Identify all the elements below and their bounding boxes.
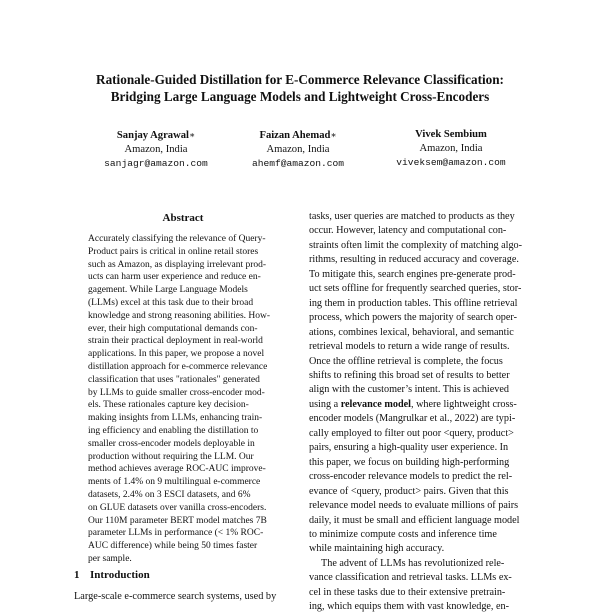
paper-title [40,71,560,105]
text-line: ing them in production tables. This offline retrieval [309,297,518,309]
abstract-heading: Abstract [162,212,204,224]
text-line: rithms, resulting in reduced accuracy and coverage. [309,254,519,266]
abstract-body [88,233,280,566]
text-line: relevance model needs to evaluate millions of pairs [309,500,519,512]
author-affiliation: Amazon, India [419,143,483,154]
author-name: Sanjay Agrawal [116,130,189,141]
text-line: cross-encoder relevance models to predict the rel- [309,471,513,483]
text-line: strain their practical deployment in real-world [88,336,263,347]
text-line: AUC difference) while being 50 times faster [88,541,258,552]
equal-contribution-mark: ∗ [188,130,196,140]
text-line: smaller cross-encoder models deployable in [88,438,255,449]
text-line: while maintaining high accuracy. [309,543,445,555]
text-line: datasets, 2.4% on 3 ESCI datasets, and 6% [88,489,251,500]
text-line: daily, it must be small and efficient language model [309,514,520,526]
equal-contribution-mark: ∗ [330,130,337,140]
text-line: Product pairs is critical in online retail stores [88,246,259,257]
author-email: ahemf@amazon.com [251,158,345,169]
text-line: encoder models (Mangrulkar et al., 2022) are typi- [309,413,516,425]
text-line: cel in these tasks due to their extensive pretrain- [309,586,506,598]
right-column [309,210,531,615]
text-line: parameter LLMs in performance (< 1% ROC- [88,528,264,539]
text-line: classification that uses "rationales" generated [88,374,260,385]
text-line: ing efficiency and enabling the distillation to [88,425,259,436]
text-line: evance of <query, product> pairs. Given that this [309,485,509,497]
introduction-first-line: Large-scale e-commerce search systems, used by [74,591,277,602]
text-line: process, which powers the majority of search oper- [309,312,518,324]
paragraph-1-continued [309,412,531,557]
relevance-model-term: relevance model [340,398,411,410]
title-line-1: Rationale-Guided Distillation for E-Commerce Relevance Classification: [96,72,504,87]
text-line: such as Amazon, as displaying irrelevant prod- [88,259,267,270]
text-line: ments of 1.4% on 9 multilingual e-commerce [88,477,261,488]
text-line: method achieves average ROC-AUC improve- [88,464,266,475]
text-line: using a relevance model, where lightweight cross- [309,398,517,410]
text-line: making insights from LLMs, enhancing train- [88,413,263,424]
text-line: shifts to refining this broad set of results to better [309,369,510,381]
section-number: 1 [74,569,80,581]
text-line: to minimize compute costs and inference time [309,528,497,540]
text-line: ucts can harm user experience and reduce en- [88,272,261,283]
author-3 [366,128,536,170]
text-line: retrieval models to return a wide range of results. [309,341,510,353]
text-line: by LLMs to guide smaller cross-encoder mod- [88,387,265,398]
text-line: vance classification and retrieval tasks. LLMs ex- [309,572,512,584]
author-affiliation: Amazon, India [266,144,330,155]
author-email: sanjagr@amazon.com [104,158,208,169]
author-email: viveksem@amazon.com [396,157,506,168]
text-line: (LLMs) excel at this task due to their broad [88,297,254,308]
text-line: tasks, user queries are matched to products as they [309,211,515,222]
text-line: this paper, we focus on building high-performing [309,456,510,468]
text-line: els. These rationales capture key decision- [88,400,249,411]
author-affiliation: Amazon, India [124,144,188,155]
title-line-2: Bridging Large Language Models and Lightweight Cross-Encoders [110,89,490,104]
section-title: Introduction [90,569,150,581]
section-heading-introduction [74,568,150,582]
text-line: To mitigate this, search engines pre-generate prod- [309,268,516,280]
text-line: straints often limit the complexity of matching algo- [309,239,523,251]
text-line: ever, their high computational demands con- [88,323,258,334]
text-line: distillation approach for e-commerce relevance [88,361,268,372]
text-line: Once the offline retrieval is complete, the focus [309,355,503,367]
text-line: uct sets offline for frequently searched queries, stor- [309,283,522,295]
text-line: pairs, ensuring a high-quality user experience. In [309,442,509,454]
text-line: occur. However, latency and computational con- [309,225,507,237]
text-line: Accurately classifying the relevance of Query- [88,234,266,244]
author-name: Faizan Ahemad [259,130,331,141]
text-line: ations, combines lexical, behavioral, and semantic [309,326,514,338]
text-line: gagement. While Large Language Models [88,285,248,296]
text-line: cally employed to filter out poor <query, product> [309,427,514,439]
text-line: applications. In this paper, we propose a novel [88,349,265,360]
text-line: knowledge and strong reasoning abilities. How- [88,310,271,321]
text-line: align with the customer’s intent. This is achieved [309,384,509,396]
paragraph-1 [309,210,531,398]
text-line: ing, which equips them with vast knowledge, en- [309,601,510,613]
author-2 [213,128,383,171]
text-line: The advent of LLMs has revolutionized rele- [321,557,505,569]
paragraph-2 [309,557,531,615]
text-line: per sample. [88,553,132,564]
text-line: production without requiring the LLM. Our [88,451,254,462]
text-line: on GLUE datasets over vanilla cross-encoders. [88,502,267,513]
author-name: Vivek Sembium [415,129,487,140]
text-line: Our 110M parameter BERT model matches 7B [88,515,267,526]
